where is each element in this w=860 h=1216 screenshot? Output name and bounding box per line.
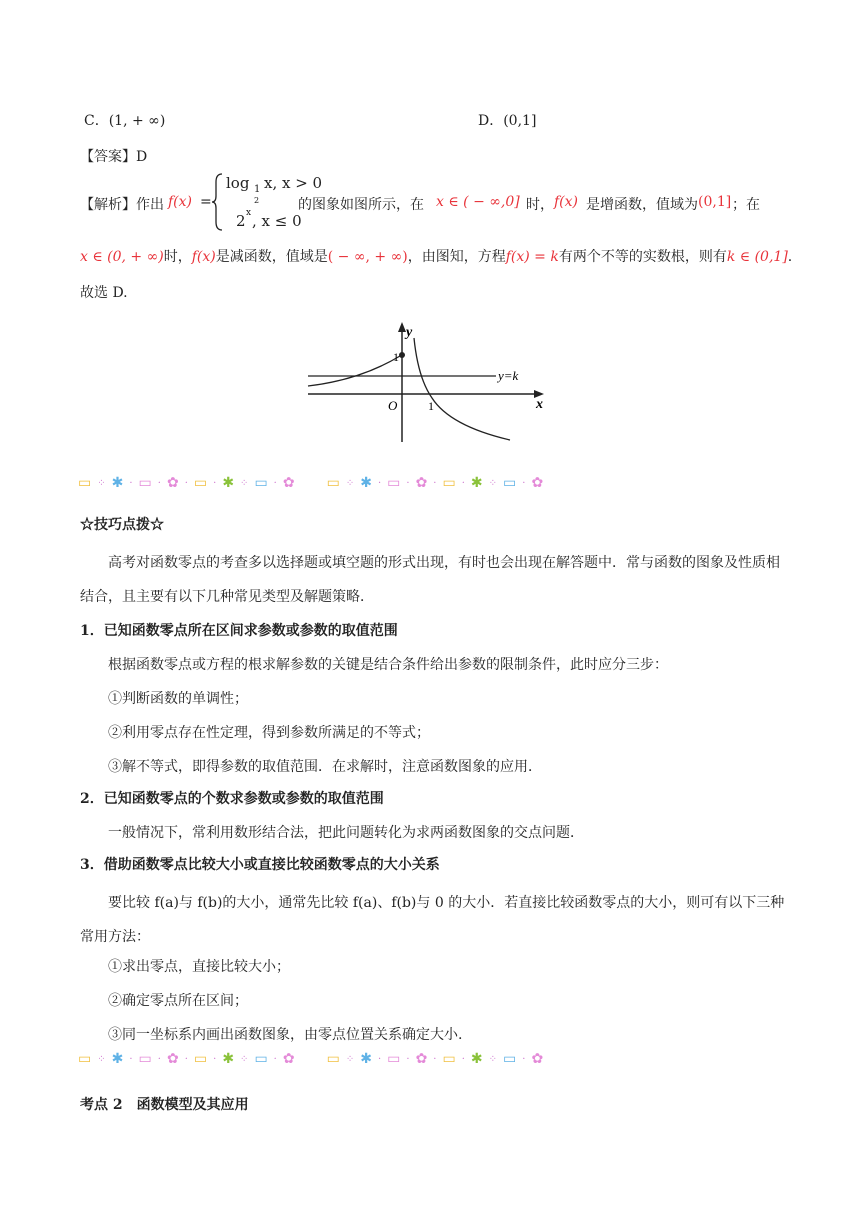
answer-label: 【答案】D (80, 149, 148, 165)
analysis-line-3: 故选 D. (80, 285, 128, 301)
analysis-fx2: f(x) (554, 194, 579, 210)
line2-fx: f(x) (191, 249, 216, 265)
analysis-mid1: 的图象如图所示，在 (298, 197, 424, 213)
analysis-interval1: x ∈ ( − ∞,0] (436, 194, 520, 210)
function-graph (300, 318, 550, 446)
s1-item-2: ②利用零点存在性定理，得到参数所满足的不等式； (108, 725, 430, 741)
analysis-eq: = (200, 194, 212, 210)
s3-item-3: ③同一坐标系内画出函数图象，由零点位置关系确定大小. (108, 1027, 463, 1043)
analysis-prefix: 【解析】作出 (80, 197, 164, 213)
analysis-range1: (0,1] (698, 194, 732, 210)
piece1-sub-num: 1 (254, 184, 261, 195)
s1-item-3: ③解不等式，即得参数的取值范围．在求解时，注意函数图象的应用． (108, 759, 542, 775)
s3-paragraph: 要比较 f(a)与 f(b)的大小，通常先比较 f(a)、f(b)与 0 的大小．若直接比较函数零点的大小，则可有以下三种常用方法： (80, 895, 785, 945)
section2-title: 考点 2 函数模型及其应用 (80, 1097, 249, 1113)
line2-mid4: 有两个不等的实数根，则有 (558, 249, 727, 265)
x-label: x (536, 397, 543, 412)
option-d: D．(0,1] (478, 113, 537, 129)
s3-item-2: ②确定零点所在区间； (108, 993, 248, 1009)
s1-title: 1．已知函数零点所在区间求参数或参数的取值范围 (80, 623, 398, 639)
piece2-exp: x (246, 208, 252, 218)
one-y-label: 1 (393, 350, 399, 364)
line2-mid1: 时， (163, 249, 192, 265)
decorative-border-bottom: ▭ ⁘ ✱ · ▭ · ✿ · ▭ · ✱ ⁘ ▭ · ✿ ▭ ⁘ ✱ · ▭ · ✿ · ▭ · ✱ ⁘ ▭ · ✿ (78, 1051, 544, 1067)
origin-label: O (388, 398, 398, 413)
analysis-mid2: 时， (526, 197, 554, 213)
analysis-line-1 (80, 172, 800, 236)
tips-heading: ☆技巧点拨☆ (80, 517, 164, 533)
line2-mid2: 是减函数，值域是 (215, 249, 328, 265)
s1-item-1: ①判断函数的单调性； (108, 691, 248, 707)
piece1-log: log (226, 174, 250, 192)
tips-intro: 高考对函数零点的考查多以选择题或填空题的形式出现，有时也会出现在解答题中．常与函数的图象及性质相结合，且主要有以下几种常见类型及解题策略． (80, 555, 780, 605)
line2-interval: x ∈ (0, + ∞) (80, 249, 164, 265)
piece1-rest: x, x > 0 (264, 174, 323, 192)
s3-title: 3．借助函数零点比较大小或直接比较函数零点的大小关系 (80, 857, 440, 873)
line2-mid3: ，由图知，方程 (407, 249, 506, 265)
y-label: y (406, 325, 413, 340)
line-label: y=k (498, 368, 519, 383)
line2-range: ( − ∞, + ∞) (327, 249, 408, 265)
analysis-fx: f(x) (168, 194, 193, 210)
decorative-border-top: ▭ ⁘ ✱ · ▭ · ✿ · ▭ · ✱ ⁘ ▭ · ✿ ▭ ⁘ ✱ · ▭ · ✿ · ▭ · ✱ ⁘ ▭ · ✿ (78, 475, 544, 491)
analysis-mid4: ；在 (732, 197, 760, 213)
one-x-label: 1 (428, 399, 434, 413)
line2-k: k ∈ (0,1] (726, 249, 788, 265)
analysis-line-2 (80, 246, 792, 266)
line2-end: . (787, 249, 793, 265)
curve-log (414, 338, 510, 440)
piece1-sub-den: 2 (254, 196, 260, 205)
option-c: C．(1, + ∞) (84, 113, 166, 129)
y-axis-arrow (398, 322, 406, 332)
s2-title: 2．已知函数零点的个数求参数或参数的取值范围 (80, 791, 384, 807)
s2-paragraph: 一般情况下，常利用数形结合法，把此问题转化为求两函数图象的交点问题． (108, 825, 584, 841)
piece2-rest: , x ≤ 0 (252, 212, 302, 230)
curve-exponential (308, 356, 400, 386)
s1-paragraph: 根据函数零点或方程的根求解参数的关键是结合条件给出参数的限制条件，此时应分三步： (108, 657, 668, 673)
line2-eq: f(x) = k (505, 249, 559, 265)
piecewise-brace (210, 172, 226, 232)
piece2-base: 2 (236, 212, 246, 230)
s3-item-1: ①求出零点，直接比较大小； (108, 959, 290, 975)
analysis-mid3: 是增函数，值域为 (586, 197, 698, 213)
point-0-1 (399, 352, 405, 358)
